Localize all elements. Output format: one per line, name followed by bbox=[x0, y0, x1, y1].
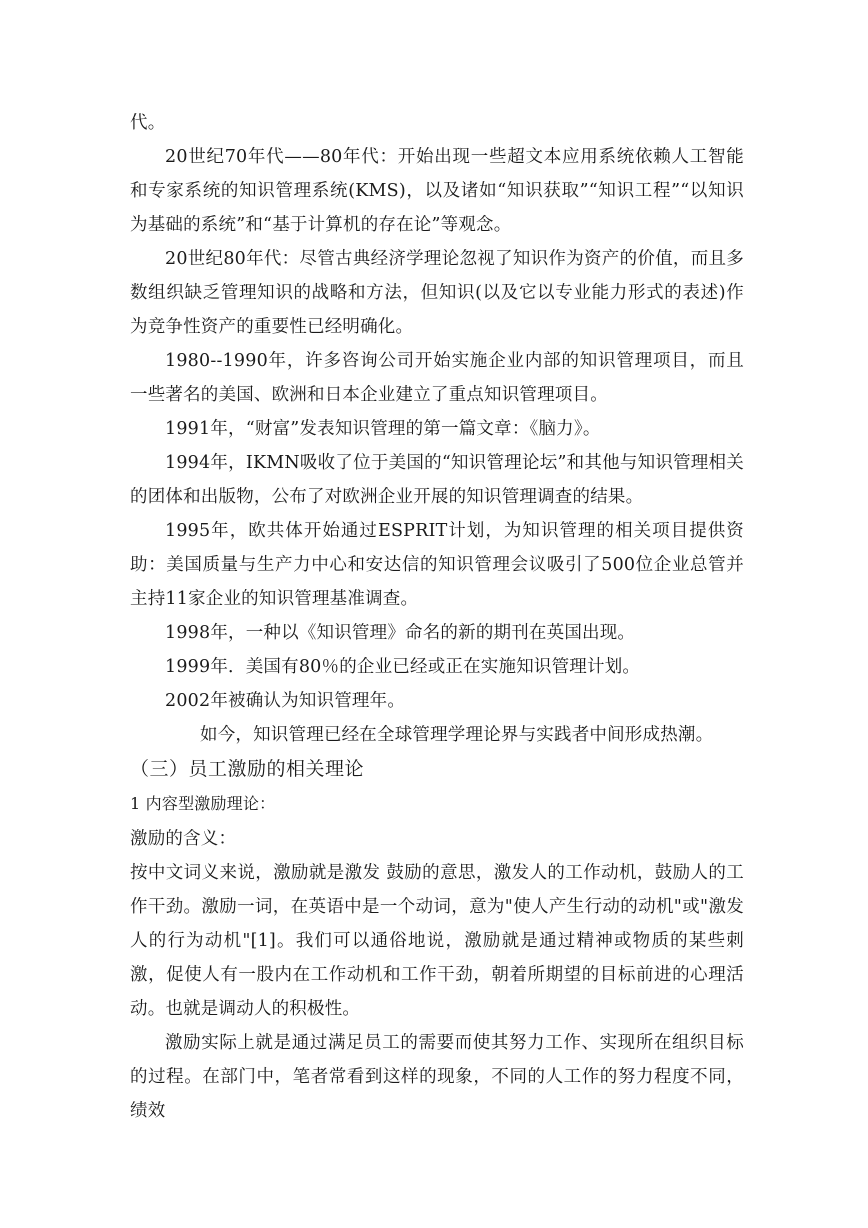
definition-paragraph: 按中文词义来说，激励就是激发 鼓励的意思，激发人的工作动机，鼓励人的工作干劲。激励一词，在英语中是一个动词，意为"使人产生行动的动机"或"激发人的行为动机"[1]。我们可以通俗地说，激励就是通过精神或物质的某些刺激，促使人有一股内在工作动机和工作干劲，朝着所期望的目标前进的心理活动。也就是调动人的积极性。 bbox=[130, 863, 744, 1019]
subheading: 1 内容型激励理论： bbox=[130, 794, 276, 813]
paragraph-1995: 1995年，欧共体开始通过ESPRIT计划，为知识管理的相关项目提供资助：美国质量与生产力中心和安达信的知识管理会议吸引了500位企业总管并主持11家企业的知识管理基准调查。 bbox=[130, 521, 744, 609]
paragraph-2002: 2002年被确认为知识管理年。 bbox=[165, 691, 406, 711]
paragraph-1980-1990: 1980--1990年，许多咨询公司开始实施企业内部的知识管理项目，而且一些著名的美国、欧洲和日本企业建立了重点知识管理项目。 bbox=[130, 351, 744, 405]
paragraph-nowadays: 如今，知识管理已经在全球管理学理论界与实践者中间形成热潮。 bbox=[200, 725, 714, 745]
paragraph-1998: 1998年，一种以《知识管理》命名的新的期刊在英国出现。 bbox=[165, 623, 636, 643]
paragraph-continuation: 代。 bbox=[130, 113, 166, 133]
paragraph-1980s: 20世纪80年代：尽管古典经济学理论忽视了知识作为资产的价值，而且多数组织缺乏管理知识的战略和方法，但知识(以及它以专业能力形式的表述)作为竞争性资产的重要性已经明确化。 bbox=[130, 249, 744, 337]
paragraph-1970s: 20世纪70年代——80年代：开始出现一些超文本应用系统依赖人工智能和专家系统的知识管理系统(KMS)，以及诸如“知识获取”“知识工程”“以知识为基础的系统”和“基于计算机的存在论”等观念。 bbox=[130, 147, 744, 235]
paragraph-1999: 1999年．美国有80％的企业已经或正在实施知识管理计划。 bbox=[165, 657, 641, 677]
definition-label: 激励的含义： bbox=[130, 829, 237, 849]
document-body bbox=[130, 106, 744, 1128]
section-heading: （三）员工激励的相关理论 bbox=[130, 758, 365, 780]
paragraph-1991: 1991年，“财富”发表知识管理的第一篇文章：《脑力》。 bbox=[165, 419, 601, 439]
paragraph-1994: 1994年，IKMN吸收了位于美国的“知识管理论坛”和其他与知识管理相关的团体和出版物，公布了对欧洲企业开展的知识管理调查的结果。 bbox=[130, 453, 744, 507]
last-paragraph: 激励实际上就是通过满足员工的需要而使其努力工作、实现所在组织目标的过程。在部门中，笔者常看到这样的现象，不同的人工作的努力程度不同，绩效 bbox=[130, 1033, 744, 1121]
